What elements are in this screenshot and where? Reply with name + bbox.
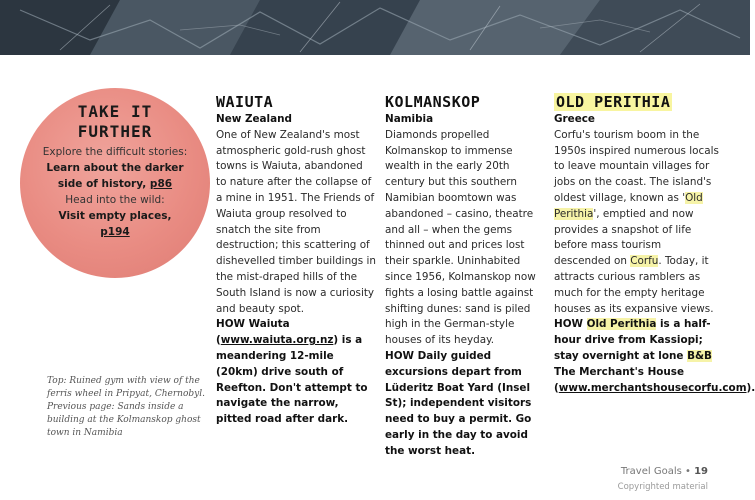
- how-old-perithia: HOW Old Perithia is a half-hour drive from Kassiopi; stay overnight at lone B&B The Merchant's House (www.merchantshousecorfu.com).: [554, 318, 755, 394]
- body-kolmanskop: Diamonds propelled Kolmanskop to immense wealth in the early 20th century but this southern Namibian boomtown was abandoned – casino, theatre and all – when the gems thinned out and prices lost their sparkle. Uninhabited since 1956, Kolmanskop now fights a losing battle against shifting dunes: sand is piled high in the German-style houses of its heyday.: [385, 128, 536, 347]
- country-namibia: Namibia: [385, 113, 434, 125]
- box-line-1: Explore the difficult stories:: [42, 146, 188, 158]
- header-photo: [0, 0, 750, 55]
- column-waiuta: [216, 92, 376, 428]
- link-waiuta[interactable]: www.waiuta.org.nz: [220, 334, 334, 347]
- column-old-perithia: [554, 92, 755, 396]
- body-old-perithia: Corfu's tourism boom in the 1950s inspired numerous locals to leave mountain villages for jobs on the coast. The island's oldest village, known as 'Old Perithia', emptied and now provides a snapshot of life before mass tourism descended on Corfu. Today, it attracts curious ramblers as much for the empty heritage houses as its expansive views.: [554, 128, 719, 315]
- take-it-further-box: [20, 88, 210, 278]
- heading-old-perithia: OLD PERITHIA: [556, 93, 671, 111]
- box-title: TAKE IT FURTHER: [77, 102, 153, 141]
- how-kolmanskop: HOW Daily guided excursions depart from Lüderitz Boat Yard (Insel St); independent visitors need to buy a permit. Go early in the day to avoid the worst heat.: [385, 349, 532, 457]
- country-greece: Greece: [554, 113, 595, 125]
- photo-caption: Top: Ruined gym with view of the ferris wheel in Pripyat, Chernobyl. Previous page: Sands inside a building at the Kolmanskop ghost town in Namibia: [47, 376, 205, 438]
- shattered-glass-image: [0, 0, 750, 55]
- body-waiuta: One of New Zealand's most atmospheric gold-rush ghost towns is Waiuta, abandoned to nature after the collapse of a mine in 1951. The Friends of Waiuta group resolved to snatch the site from destruction; this scattering of dishevelled timber buildings in the mist-draped hills of the South Island is now a curiosity and beauty spot.: [216, 128, 376, 315]
- page-number: 19: [694, 466, 708, 477]
- copyright-notice: Copyrighted material: [617, 482, 708, 492]
- box-link-darker-history[interactable]: Learn about the darker side of history, p86: [46, 162, 184, 190]
- how-waiuta: HOW Waiuta (www.waiuta.org.nz) is a meandering 12-mile (20km) drive south of Reefton. Don't attempt to navigate the narrow, pitted road after dark.: [216, 318, 368, 426]
- heading-kolmanskop: KOLMANSKOP: [385, 93, 481, 111]
- heading-waiuta: WAIUTA: [216, 93, 274, 111]
- page-footer: Travel Goals • 19: [620, 466, 708, 477]
- column-kolmanskop: [385, 92, 545, 460]
- box-line-2: Head into the wild:: [65, 194, 165, 206]
- country-new-zealand: New Zealand: [216, 113, 292, 125]
- box-link-empty-places[interactable]: Visit empty places, p194: [58, 210, 172, 238]
- link-merchants-house[interactable]: www.merchantshousecorfu.com: [558, 381, 747, 394]
